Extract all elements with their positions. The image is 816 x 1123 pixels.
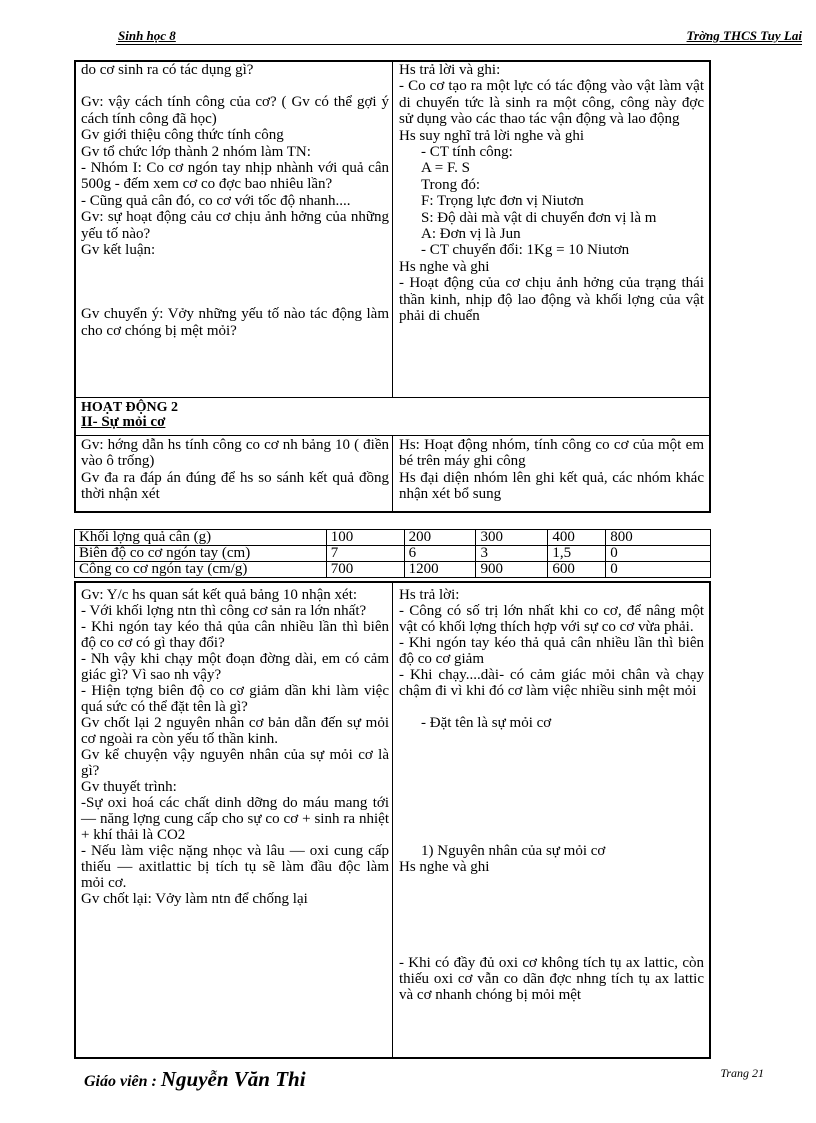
- teacher-line: Gv đa ra đáp án đúng để hs so sánh kết quả đồng thời nhận xét: [81, 469, 389, 503]
- table-cell: Công co cơ ngón tay (cm/g): [75, 562, 327, 578]
- student-line: - Hoạt động của cơ chịu ảnh hởng của trạng thái thần kinh, nhịp độ lao động và khối lợng của vật phải di chuển: [399, 275, 704, 325]
- table-cell: 1200: [404, 562, 476, 578]
- table-cell: 400: [548, 530, 606, 546]
- teacher-line: - Khi ngón tay kéo thả qủa cân nhiều lần thì biên độ co cơ có gì thay đổi?: [81, 619, 389, 651]
- student-line: - CT chuyển đổi: 1Kg = 10 Niutơn: [421, 242, 630, 259]
- table-cell: Biên độ co cơ ngón tay (cm): [75, 546, 327, 562]
- teacher-line: - Nh vậy khi chạy một đoạn đờng dài, em có cảm giác gì? Vì sao nh vậy?: [81, 651, 389, 683]
- section-heading: [76, 400, 709, 434]
- footer-teacher: [84, 1067, 306, 1092]
- header-subject: Sinh học 8: [118, 28, 176, 43]
- lesson-table-bottom: [74, 581, 711, 1059]
- lesson-table-top: [74, 60, 711, 513]
- table-cell: 3: [476, 546, 548, 562]
- teacher-line: Gv chốt lại 2 nguyên nhân cơ bản dẫn đến sự mỏi cơ ngoài ra còn yếu tố thần kinh.: [81, 715, 389, 747]
- table-cell: 300: [476, 530, 548, 546]
- teacher-name: Nguyễn Văn Thi: [160, 1067, 306, 1091]
- table-cell: 600: [548, 562, 606, 578]
- student-line: - Khi có đầy đủ oxi cơ không tích tụ ax lattic, còn thiếu oxi cơ vẫn co dãn đợc nhng tích tụ ax lattic và cơ nhanh chóng bị mỏi mệt: [399, 955, 704, 1003]
- student-line: A = F. S: [421, 160, 470, 177]
- table-row: [75, 546, 711, 562]
- table-cell: 7: [326, 546, 404, 562]
- teacher-line: Gv giới thiệu công thức tính công: [81, 127, 284, 144]
- teacher-line: Gv chuyển ý: Vởy những yếu tố nào tác động làm cho cơ chóng bị mệt mỏi?: [81, 306, 389, 339]
- table-cell: 0: [606, 546, 711, 562]
- student-line: Hs nghe và ghi: [399, 859, 490, 875]
- student-line: - Khi ngón tay kéo thả quả cân nhiều lần thì biên độ co cơ giảm: [399, 635, 704, 667]
- teacher-line: -Sự oxi hoá các chất dinh dỡng do máu mang tới — năng lợng cung cấp cho sự co cơ + sinh ra nhiệt + khí thải là CO2: [81, 795, 389, 843]
- student-line: - Khi chạy....dài- có cảm giác mỏi chân và chạy chậm đi vì khi đó cơ làm việc nhiều sinh mệt mỏi: [399, 667, 704, 699]
- teacher-line: Gv: sự hoạt động cảu cơ chịu ảnh hởng của những yếu tố nào?: [81, 209, 389, 242]
- table-cell: 100: [326, 530, 404, 546]
- header-rule: [116, 44, 802, 45]
- teacher-line: - Nhóm I: Co cơ ngón tay nhịp nhành với quả cân 500g - đếm xem cơ co đợc bao nhiêu lần?: [81, 160, 389, 193]
- student-line: A: Đơn vị là Jun: [421, 226, 521, 243]
- student-line: Hs suy nghĩ trả lời nghe và ghi: [399, 127, 584, 144]
- section-title: HOẠT ĐỘNG 2: [81, 400, 178, 415]
- student-line: F: Trọng lực đơn vị Niutơn: [421, 193, 584, 210]
- table-row: [75, 530, 711, 546]
- teacher-line: Gv: hớng dẫn hs tính công co cơ nh bảng 10 ( điền vào ô trống): [81, 437, 389, 470]
- page-number: Trang 21: [720, 1066, 764, 1080]
- teacher-line: Gv kể chuyện vậy nguyên nhân của sự mỏi cơ là gì?: [81, 747, 389, 779]
- table-cell: 6: [404, 546, 476, 562]
- teacher-line: Gv chốt lại: Vởy làm ntn để chống lại: [81, 891, 308, 907]
- teacher-line: - Hiện tợng biên độ co cơ giảm dần khi làm việc quá sức có thể đặt tên là gì?: [81, 683, 389, 715]
- student-line: 1) Nguyên nhân của sự mỏi cơ: [421, 843, 606, 859]
- student-line: S: Độ dài mà vật di chuyển đơn vị là m: [421, 209, 657, 226]
- table-cell: 800: [606, 530, 711, 546]
- student-line: Trong đó:: [421, 176, 481, 193]
- teacher-column-3: [76, 587, 394, 1057]
- table-cell: Khối lợng quả cân (g): [75, 530, 327, 546]
- student-line: - Đặt tên là sự mỏi cơ: [421, 715, 552, 731]
- teacher-line: Gv thuyết trình:: [81, 779, 177, 795]
- work-results-table: [74, 529, 711, 578]
- table-cell: 700: [326, 562, 404, 578]
- teacher-line: - Nếu làm việc nặng nhọc và lâu — oxi cung cấp thiếu — axitlattic bị tích tụ sẽ làm đầu độc làm mỏi cơ.: [81, 843, 389, 891]
- table-cell: 1,5: [548, 546, 606, 562]
- teacher-column-2: [76, 437, 394, 513]
- student-line: Hs: Hoạt động nhóm, tính công co cơ của một em bé trên máy ghi công: [399, 437, 704, 470]
- student-line: Hs trả lời và ghi:: [399, 62, 501, 78]
- student-line: Hs trả lời:: [399, 587, 460, 603]
- student-line: Hs đại diện nhóm lên ghi kết quả, các nhóm khác nhận xét bổ sung: [399, 469, 704, 503]
- teacher-column: [76, 62, 394, 397]
- teacher-line: Gv kết luận:: [81, 242, 156, 259]
- table-cell: 0: [606, 562, 711, 578]
- student-column-2: [394, 437, 709, 513]
- teacher-line: - Cũng quả cân đó, co cơ với tốc độ nhanh....: [81, 192, 351, 209]
- teacher-line: Gv: vậy cách tính công của cơ? ( Gv có thể gợi ý cách tính công đã học): [81, 94, 389, 127]
- student-column-3: [394, 587, 709, 1057]
- student-line: - Công có số trị lớn nhất khi co cơ, để nâng một vật có khối lợng thích hợp với sự co cơ vừa phải.: [399, 603, 704, 635]
- table-cell: 900: [476, 562, 548, 578]
- table-cell: 200: [404, 530, 476, 546]
- student-line: Hs nghe và ghi: [399, 258, 490, 275]
- table-row: [75, 562, 711, 578]
- student-column: [394, 62, 709, 397]
- teacher-line: Gv tổ chức lớp thành 2 nhóm làm TN:: [81, 143, 311, 160]
- footer-label: Giáo viên :: [84, 1073, 161, 1090]
- row-divider: [76, 397, 709, 398]
- teacher-line: - Với khối lợng ntn thì công cơ sản ra lớn nhất?: [81, 603, 367, 619]
- student-line: - CT tính công:: [421, 144, 513, 161]
- section-subtitle: II- Sự mỏi cơ: [81, 414, 166, 430]
- teacher-line: do cơ sinh ra có tác dụng gì?: [81, 62, 254, 78]
- student-line: - Co cơ tạo ra một lực có tác động vào vật làm vật di chuyển tức là sinh ra một công, công này đợc sử dụng vào các thao tác vận động và lao động: [399, 78, 704, 128]
- header-school: Trờng THCS Tuy Lai: [686, 28, 802, 43]
- teacher-line: Gv: Y/c hs quan sát kết quả bảng 10 nhận xét:: [81, 587, 358, 603]
